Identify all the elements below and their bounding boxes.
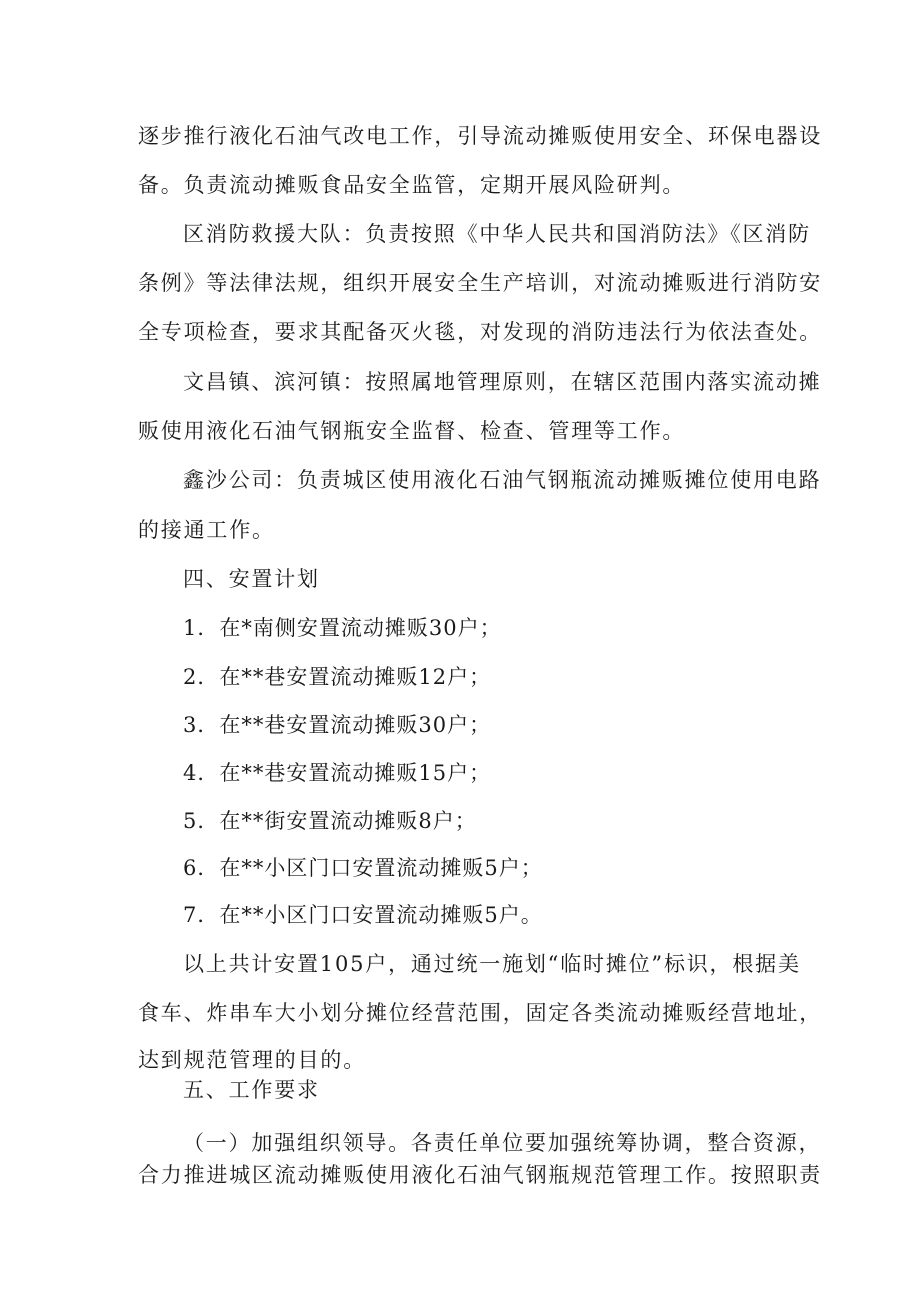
paragraph-line: 逐步推行液化石油气改电工作，引导流动摊贩使用安全、环保电器设 [138,124,822,148]
list-item: 7．在**小区门口安置流动摊贩5户。 [183,903,543,927]
paragraph-line: 贩使用液化石油气钢瓶安全监督、检查、管理等工作。 [138,419,686,443]
paragraph-line: 区消防救援大队：负责按照《中华人民共和国消防法》《区消防 [183,222,811,246]
paragraph-line: 食车、炸串车大小划分摊位经营范围，固定各类流动摊贩经营地址， [138,1001,822,1025]
paragraph-line: （一）加强组织领导。各责任单位要加强统筹协调，整合资源， [183,1131,822,1155]
paragraph-line: 以上共计安置105户，通过统一施划“临时摊位”标识，根据美 [183,952,801,976]
paragraph-line: 备。负责流动摊贩食品安全监管，定期开展风险研判。 [138,173,686,197]
paragraph-line: 的接通工作。 [138,518,275,542]
list-item: 4．在**巷安置流动摊贩15户； [183,761,492,785]
paragraph-line: 合力推进城区流动摊贩使用液化石油气钢瓶规范管理工作。按照职责 [138,1163,822,1187]
paragraph-line: 文昌镇、滨河镇：按照属地管理原则，在辖区范围内落实流动摊 [183,370,822,394]
list-item: 2．在**巷安置流动摊贩12户； [183,665,492,689]
list-item: 6．在**小区门口安置流动摊贩5户； [183,856,543,880]
list-item: 3．在**巷安置流动摊贩30户； [183,713,492,737]
paragraph-line: 条例》等法律法规，组织开展安全生产培训，对流动摊贩进行消防安 [138,271,822,295]
section-heading: 四、安置计划 [183,567,320,591]
list-item: 1．在*南侧安置流动摊贩30户； [183,616,502,640]
list-item: 5．在**街安置流动摊贩8户； [183,809,477,833]
section-heading: 五、工作要求 [183,1078,320,1102]
paragraph-line: 鑫沙公司：负责城区使用液化石油气钢瓶流动摊贩摊位使用电路 [183,468,822,492]
paragraph-line: 达到规范管理的目的。 [138,1048,366,1072]
paragraph-line: 全专项检查，要求其配备灭火毯，对发现的消防违法行为依法查处。 [138,320,822,344]
